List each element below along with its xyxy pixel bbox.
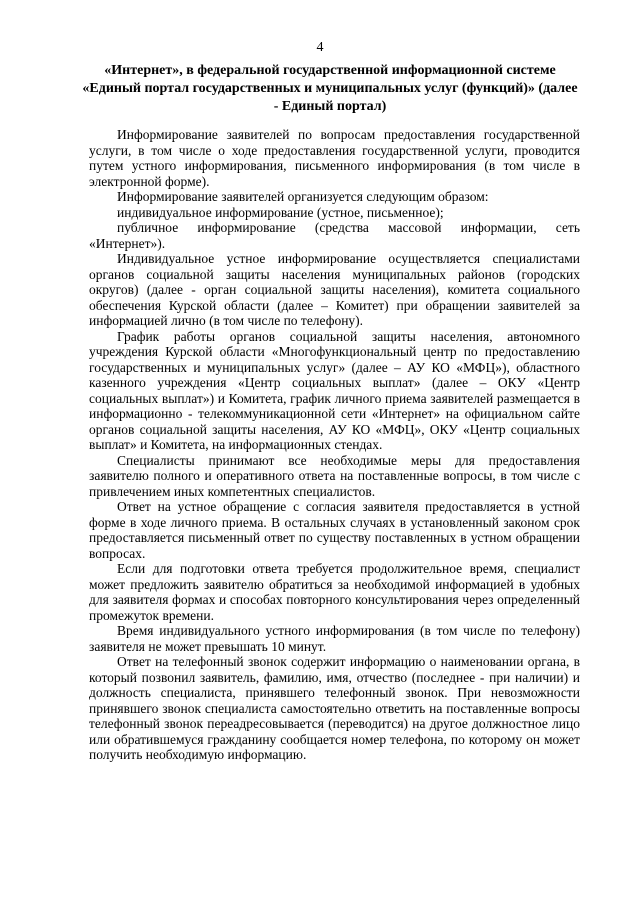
paragraph-work-schedule: График работы органов социальной защиты населения, автономного учреждения Курской области «Многофункциональный центр по предоставлению государственных и муниципальных услуг» (далее – АУ КО «МФЦ»), областного казенного учреждения «Центр социальных выплат» (далее – ОКУ «Центр социальных выплат») и Комитета, график личного приема заявителей размещается в информационно - телекоммуникационной сети «Интернет» на официальном сайте органов социальной защиты населения, АУ КО «МФЦ», ОКУ «Центр социальных выплат» и Комитета, на информационных стендах. (89, 328, 580, 452)
page-number: 4 (316, 40, 324, 55)
paragraph-specialists-measures: Специалисты принимают все необходимые меры для предоставления заявителю полного и оперативного ответа на поставленные вопросы, в том числе с привлечением иных компетентных специалистов. (89, 452, 580, 499)
paragraph-individual: индивидуальное информирование (устное, письменное); (117, 204, 444, 220)
paragraph-oral-informing: Индивидуальное устное информирование осуществляется специалистами органов социальной защиты населения муниципальных районов (городских округов) (далее - орган социальной защиты населения), комитета социального обеспечения Курской области (далее – Комитет) при обращении заявителей за информацией лично (в том числе по телефону). (89, 251, 580, 328)
paragraph-phone-answer: Ответ на телефонный звонок содержит информацию о наименовании органа, в который позвонил заявитель, фамилию, имя, отчество (последнее - при наличии) и должность специалиста, принявшего телефонный звонок. При невозможности принявшего звонок специалиста самостоятельно ответить на поставленные вопросы телефонный звонок переадресовывается (переводится) на другое должностное лицо или обратившемуся гражданину сообщается номер телефона, по которому он может получить необходимую информацию. (89, 654, 580, 762)
document-body (89, 127, 580, 763)
paragraph-organization: Информирование заявителей организуется следующим образом: (117, 189, 489, 204)
paragraph-time-limit: Время индивидуального устного информирования (в том числе по телефону) заявителя не может превышать 10 минут. (89, 623, 580, 654)
paragraph-long-preparation: Если для подготовки ответа требуется продолжительное время, специалист может предложить заявителю обратиться за необходимой информацией в удобных для заявителя формах и способах повторного консультирования через определенный промежуток времени. (89, 561, 580, 623)
section-heading: «Интернет», в федеральной государственной информационной системе «Единый портал государственных и муниципальных услуг (функций)» (далее - Единый портал) (82, 63, 578, 114)
paragraph-oral-answer: Ответ на устное обращение с согласия заявителя предоставляется в устной форме в ходе личного приема. В остальных случаях в установленный законом срок предоставляется письменный ответ по существу поставленных в устном обращении вопросах. (89, 499, 580, 561)
paragraph-public: публичное информирование (средства массовой информации, сеть «Интернет»). (89, 220, 580, 251)
paragraph-informing-methods: Информирование заявителей по вопросам предоставления государственной услуги, в том числе о ходе предоставления государственной услуги, проводится путем устного информирования, письменного информирования (в том числе в электронной форме). (89, 127, 580, 189)
